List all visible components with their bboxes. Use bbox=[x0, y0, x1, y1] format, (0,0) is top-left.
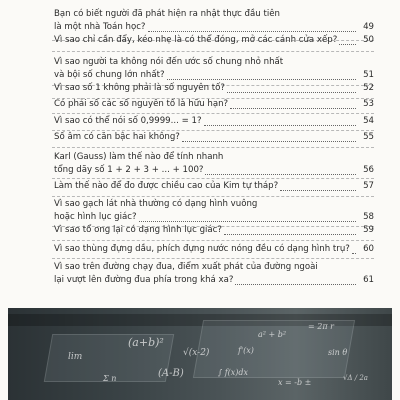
dot-leader bbox=[339, 35, 356, 45]
toc-entry-text: Karl (Gauss) làm thế nào để tính nhanh bbox=[54, 152, 224, 162]
dot-leader bbox=[205, 165, 356, 175]
dot-leader bbox=[182, 132, 356, 142]
chalkboard-photo bbox=[8, 308, 392, 400]
toc-entry[interactable] bbox=[54, 56, 374, 82]
dot-leader bbox=[139, 212, 356, 222]
dot-leader bbox=[230, 99, 356, 109]
dot-leader bbox=[204, 116, 356, 126]
page-number: 57 bbox=[363, 181, 374, 191]
chalk-formula: Σ n bbox=[103, 374, 117, 383]
divider bbox=[52, 51, 374, 52]
divider bbox=[52, 113, 374, 114]
toc-entry-text: Có phải số các số nguyên tố là hữu hạn? bbox=[54, 99, 229, 109]
divider bbox=[52, 240, 374, 241]
toc-entry[interactable] bbox=[54, 34, 374, 47]
divider bbox=[52, 147, 374, 148]
toc-entry-text: Vì sao tổ ong lại có dạng hình lục giác? bbox=[54, 225, 222, 235]
chalk-formula: f'(x) bbox=[238, 346, 254, 355]
dot-leader bbox=[280, 181, 356, 191]
toc-entry[interactable] bbox=[54, 151, 374, 177]
page-number: 54 bbox=[363, 116, 374, 126]
toc-entry-text: Vì sao có thể nói số 0,9999... = 1? bbox=[54, 116, 202, 126]
chalk-formula: (a+b)² bbox=[128, 336, 164, 349]
dot-leader bbox=[148, 22, 357, 32]
toc-entry-text: Vì sao trên đường chạy đua, điểm xuất phát của đường ngoài bbox=[54, 262, 318, 272]
toc-entry-text: Vì sao thùng đựng dầu, phích đựng nước nóng đều có dạng hình trụ? bbox=[54, 244, 350, 254]
toc-entry[interactable] bbox=[54, 224, 374, 237]
toc-entry-text: Vì sao số 1 không phải là số nguyên tố? bbox=[54, 83, 225, 93]
page-number: 56 bbox=[363, 165, 374, 175]
chalk-formula: (A-B) bbox=[158, 368, 184, 379]
toc-entry-text: là một nhà Toán học? bbox=[54, 22, 146, 32]
toc-entry[interactable] bbox=[54, 115, 374, 128]
toc-entry-text: tổng dãy số 1 + 2 + 3 + ... + 100? bbox=[54, 165, 204, 175]
toc-entry[interactable] bbox=[54, 180, 374, 193]
chalk-formula: ∫ f(x)dx bbox=[218, 368, 249, 377]
chalk-formula: a² + b² bbox=[258, 330, 287, 339]
toc-entry-text: lại vượt lên đường đua phía trong khá xa? bbox=[54, 275, 234, 285]
toc-entry-text: Vì sao gạch lát nhà thường có dạng hình vuông bbox=[54, 199, 258, 209]
toc-entry[interactable] bbox=[54, 243, 374, 256]
chalk-formula: √Δ / 2a bbox=[343, 374, 368, 382]
dot-leader bbox=[227, 83, 356, 93]
toc-entry-text: Số âm có căn bậc hai không? bbox=[54, 132, 180, 142]
chalk-formula: sin θ bbox=[328, 348, 348, 357]
page-number: 49 bbox=[363, 22, 374, 32]
page-number: 59 bbox=[363, 225, 374, 235]
chalk-formula: √(x-2) bbox=[183, 348, 210, 358]
divider bbox=[52, 196, 374, 197]
dot-leader bbox=[167, 70, 356, 80]
toc-entry[interactable] bbox=[54, 198, 374, 224]
divider bbox=[52, 258, 374, 259]
divider bbox=[52, 178, 374, 179]
dot-leader bbox=[352, 244, 356, 254]
toc-entry[interactable] bbox=[54, 131, 374, 144]
dot-leader bbox=[235, 275, 356, 285]
toc-entry[interactable] bbox=[54, 82, 374, 95]
toc-entry-text: hoặc hình lục giác? bbox=[54, 212, 137, 222]
toc-entry-text: Vì sao người ta không nói đến ước số chung nhỏ nhất bbox=[54, 57, 284, 67]
page-number: 51 bbox=[363, 70, 374, 80]
dot-leader bbox=[224, 225, 356, 235]
toc-entry[interactable] bbox=[54, 98, 374, 111]
page-number: 58 bbox=[363, 212, 374, 222]
page-number: 52 bbox=[363, 83, 374, 93]
chalk-formula: lim bbox=[68, 352, 83, 362]
toc-entry-text: Vì sao chỉ cần đẩy, kéo nhẹ là có thể đóng, mở các cánh cửa xếp? bbox=[54, 35, 338, 45]
page-number: 55 bbox=[363, 132, 374, 142]
toc-entry-text: Bạn có biết người đã phát hiện ra nhật thực đầu tiên bbox=[54, 9, 280, 19]
toc-entry-text: Làm thế nào để đo được chiều cao của Kim tự tháp? bbox=[54, 181, 279, 191]
page-number: 50 bbox=[363, 35, 374, 45]
chalk-formula: x = -b ± bbox=[278, 378, 312, 387]
toc-entry-text: và bội số chung lớn nhất? bbox=[54, 70, 165, 80]
chalk-formula: = 2π r bbox=[308, 322, 334, 331]
page-number: 60 bbox=[363, 244, 374, 254]
page-number: 61 bbox=[363, 275, 374, 285]
toc-entry[interactable] bbox=[54, 261, 374, 287]
toc-entry[interactable] bbox=[54, 8, 374, 34]
page-number: 53 bbox=[363, 99, 374, 109]
